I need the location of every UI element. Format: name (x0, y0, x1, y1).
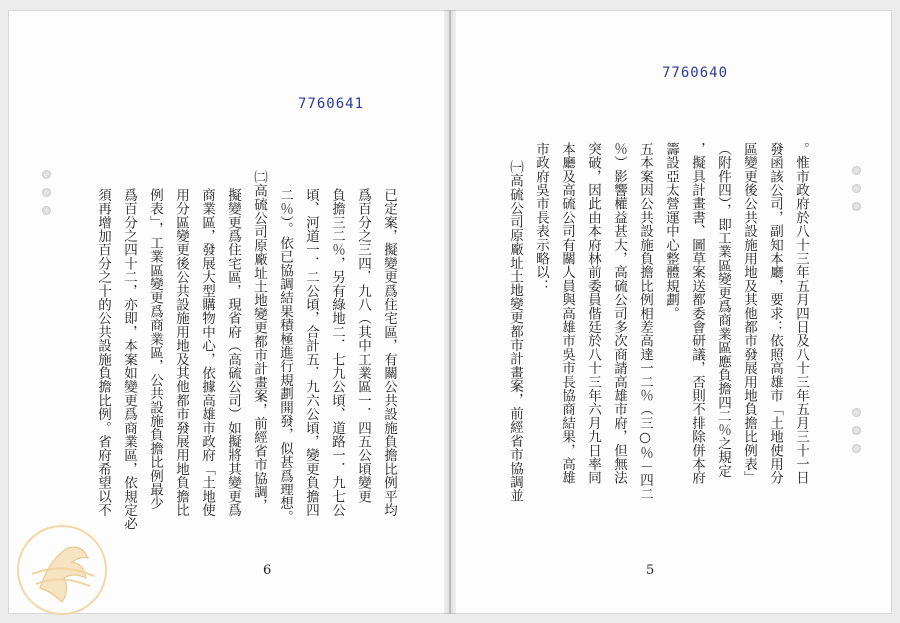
book-gutter (444, 10, 456, 614)
page-number: 5 (646, 563, 655, 578)
binding-hole (852, 408, 861, 417)
text-column: 已定案，擬變更爲住宅區，有關公共設施負擔比例平均 (381, 188, 397, 517)
book-spread (8, 10, 892, 614)
text-column: 市政府吳市長表示略以： (533, 142, 549, 293)
text-column: 用分區變更後公共設施用地及其他都市發展用地負擔比 (173, 188, 189, 517)
binding-hole (852, 166, 861, 175)
left-page (8, 10, 450, 614)
text-column: 發函該公司，副知本廳，要求：依照高雄市「土地使用分 (767, 142, 783, 485)
text-column: 爲百分之四十二，亦即，本案如變更爲商業區，依規定必 (121, 188, 137, 531)
text-column: 區變更後公共設施用地及其他都市發展用地負擔比例表」 (741, 142, 757, 485)
text-column: 負擔三二％，另有綠地二．七九公頃、道路一．九七公 (329, 188, 345, 517)
binding-hole (852, 444, 861, 453)
text-column: 突破，因此由本府林前委員偕廷於八十三年六月九日率同 (585, 142, 601, 485)
text-column: 本廳及高硫公司有關人員與高雄市吳市長協商結果，高雄 (559, 142, 575, 485)
text-column: 商業區，發展大型購物中心，依據高雄市政府「土地使 (199, 188, 215, 517)
binding-hole (42, 206, 51, 215)
text-column: ㈠高硫公司原廠址土地變更都市計畫案，前經省市協調並 (507, 160, 523, 503)
text-column: ㈡高硫公司原廠址土地變更都市計畫案，前經省市協調， (251, 170, 267, 513)
binding-hole (42, 188, 51, 197)
text-column: （附件四），即工業區變更爲商業區應負擔四二％之規定 (715, 142, 731, 478)
text-column: 籌設亞太營運中心整體規劃。 (663, 142, 679, 321)
text-column: 須再增加百分之十的公共設施負擔比例。省府希望以不 (95, 188, 111, 517)
text-column: ，擬具計畫書、圖草案送都委會研議，否則不排除併本府 (689, 142, 705, 485)
text-column: 。惟市政府於八十三年五月四日及八十三年五月三十一日 (793, 142, 809, 485)
text-column: 二％）。依已協調結果積極進行規劃開發，似甚爲理想。 (277, 188, 293, 524)
binding-hole (852, 202, 861, 211)
page-number: 6 (263, 563, 272, 578)
text-column: 爲百分之三四．九八（其中工業區一．四五公頃變更 (355, 188, 371, 504)
right-page (450, 10, 892, 614)
text-column: 五本案因公共設施負擔比例相差高達一二％（三○％－四二 (637, 142, 653, 501)
text-column: 例表」，工業區變更爲商業區，公共設施負擔比例最少 (147, 188, 163, 511)
document-stamp-number: 7760640 (662, 65, 729, 81)
document-stamp-number: 7760641 (298, 96, 365, 112)
binding-hole (852, 426, 861, 435)
binding-hole (852, 184, 861, 193)
archive-seal-logo (10, 518, 114, 622)
text-column: 擬變更爲住宅區，現省府（高硫公司）如擬將其變更爲 (225, 188, 241, 517)
binding-hole (42, 170, 51, 179)
text-column: 頃、河道一．二公頃，合計五．九六公頃，變更負擔四 (303, 188, 319, 517)
text-column: ％）影響權益甚大，高硫公司多次商請高雄市府，但無法 (611, 142, 627, 485)
